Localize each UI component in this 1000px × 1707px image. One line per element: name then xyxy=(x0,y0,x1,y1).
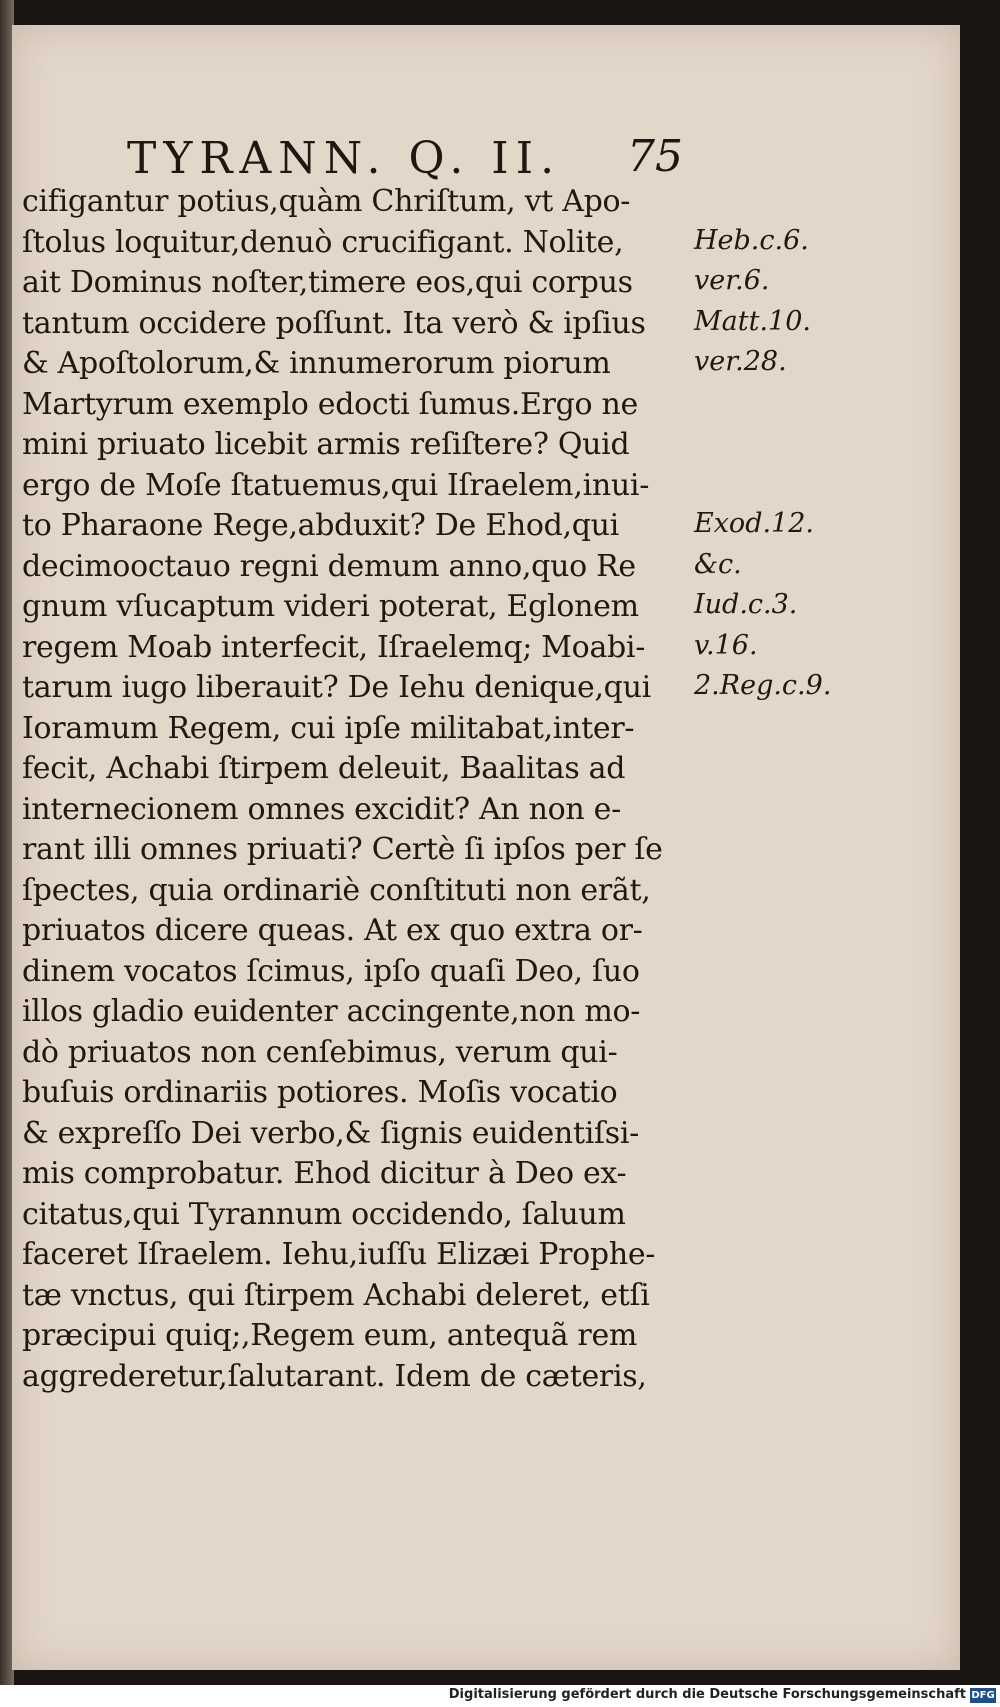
text-line: priuatos dicere queas. At ex quo extra or- xyxy=(22,913,643,948)
margin-note: &c. xyxy=(694,548,742,580)
text-line: buſuis ordinariis potiores. Moſis vocatio xyxy=(22,1075,618,1110)
text-line: regem Moab interfecit, Iſraelemq; Moabi- xyxy=(22,629,646,665)
text-line: to Pharaone Rege,abduxit? De Ehod,qui xyxy=(22,508,619,543)
text-line: decimooctauo regni demum anno,quo Re xyxy=(22,548,636,584)
margin-note: ver.28. xyxy=(694,346,787,377)
text-line: dò priuatos non cenſebimus, verum qui- xyxy=(22,1034,618,1070)
text-line: & Apoſtolorum,& innumerorum piorum xyxy=(22,346,611,381)
text-line: illos gladio euidenter accingente,non mo- xyxy=(22,994,641,1029)
text-line: tarum iugo liberauit? De Iehu denique,qui xyxy=(22,670,651,705)
book-page xyxy=(12,25,960,1670)
margin-note: Matt.10. xyxy=(694,305,811,337)
text-line: ait Dominus noſter,timere eos,qui corpus xyxy=(22,265,633,300)
text-line: ſtolus loquitur,denuò crucifigant. Nolite, xyxy=(22,224,624,260)
text-line: mis comprobatur. Ehod dicitur à Deo ex- xyxy=(22,1156,627,1191)
page-number: 75 xyxy=(627,131,683,182)
text-line: fecit, Achabi ſtirpem deleuit, Baalitas ad xyxy=(22,751,626,786)
footer-strip xyxy=(0,1685,1000,1707)
dfg-logo-icon: DFG xyxy=(971,1690,995,1701)
text-line: ſpectes, quia ordinariè conſtituti non erãt, xyxy=(22,872,651,908)
text-line: citatus,qui Tyrannum occidendo, ſaluum xyxy=(22,1196,626,1232)
margin-note: Exod.12. xyxy=(694,508,814,539)
body-text xyxy=(22,182,702,1397)
running-head: TYRANN. Q. II. xyxy=(127,133,562,184)
text-line: Ioramum Regem, cui ipſe militabat,inter- xyxy=(22,710,635,746)
margin-note: 2.Reg.c.9. xyxy=(694,670,832,701)
margin-note: Iud.c.3. xyxy=(694,589,798,620)
text-line: rant illi omnes priuati? Certè ſi ipſos per ſe xyxy=(22,832,663,867)
text-line: aggrederetur,ſalutarant. Idem de cæteris, xyxy=(22,1358,647,1394)
text-line: internecionem omnes excidit? An non e- xyxy=(22,791,621,827)
text-line: & expreſſo Dei verbo,& ſignis euidentiſsi- xyxy=(22,1115,640,1151)
text-line: tæ vnctus, qui ſtirpem Achabi deleret, etſi xyxy=(22,1277,650,1313)
margin-note: ver.6. xyxy=(694,265,770,296)
text-line: dinem vocatos ſcimus, ipſo quaſi Deo, ſuo xyxy=(22,953,640,989)
text-line: præcipui quiq;,Regem eum, antequã rem xyxy=(22,1318,638,1353)
text-line: mini priuato licebit armis reſiſtere? Quid xyxy=(22,427,630,462)
margin-note: v.16. xyxy=(694,629,758,661)
margin-note: Heb.c.6. xyxy=(694,224,809,256)
text-line: faceret Iſraelem. Iehu,iuſſu Elizæi Prophe- xyxy=(22,1237,656,1272)
text-line: gnum vſucaptum videri poterat, Eglonem xyxy=(22,589,639,624)
text-line: Martyrum exemplo edocti ſumus.Ergo ne xyxy=(22,386,639,422)
text-line: ergo de Moſe ſtatuemus,qui Iſraelem,inui- xyxy=(22,467,650,503)
funding-credit: Digitalisierung gefördert durch die Deutsche Forschungsgemeinschaft xyxy=(448,1687,966,1702)
text-line: cifigantur potius,quàm Chriſtum, vt Apo- xyxy=(22,184,631,219)
text-line: tantum occidere poſſunt. Ita verò & ipſius xyxy=(22,305,646,341)
page-header xyxy=(12,25,960,185)
